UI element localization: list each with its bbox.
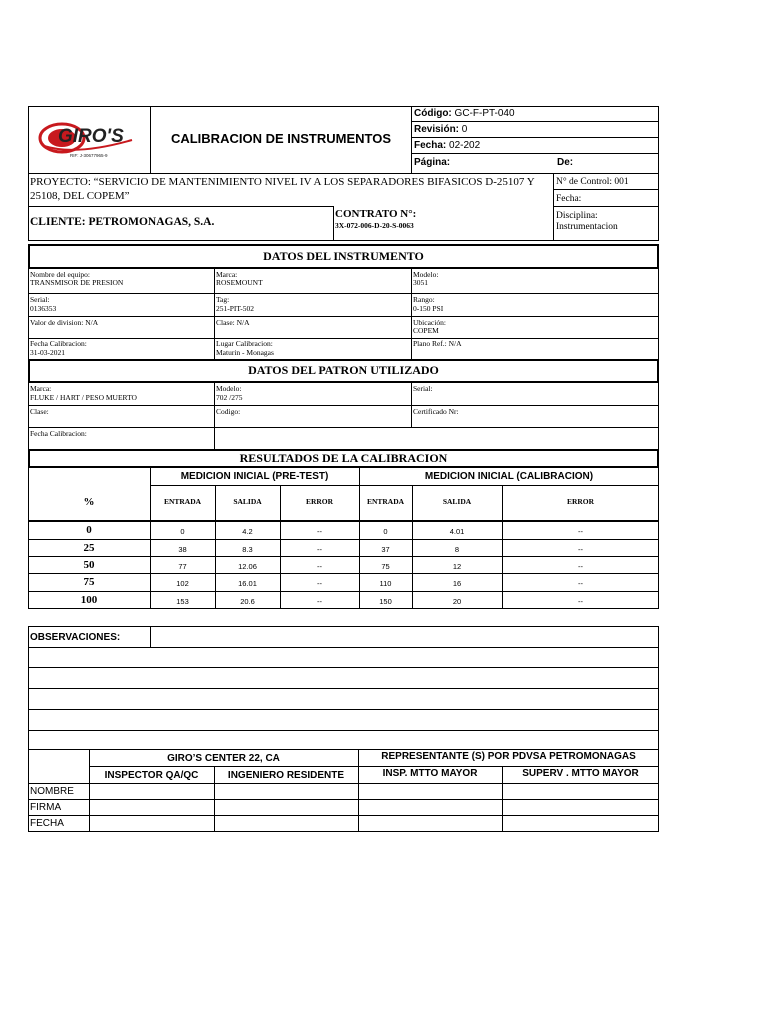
fecha-row-label: FECHA (30, 818, 64, 829)
marca-label: Marca: (216, 270, 238, 279)
error1-header: ERROR (305, 497, 334, 506)
division-label: Valor de division: N/A (30, 318, 99, 327)
logo-text: GIRO'S (58, 126, 124, 147)
codigo-field: Código: GC-F-PT-040 (414, 108, 515, 119)
contrato-value: 3X-072-006-D-20-S-0063 (335, 221, 414, 230)
rango-label: Rango: (413, 295, 435, 304)
row-2-error2: -- (578, 562, 583, 571)
pretest-title: MEDICION INICIAL (PRE-TEST) (180, 471, 329, 482)
firma-row-label: FIRMA (30, 802, 62, 813)
row-0-error1: -- (317, 527, 322, 536)
row-0-entrada1: 0 (180, 527, 185, 536)
nombre-label: Nombre del equipo: (30, 270, 90, 279)
disciplina-label: Disciplina: (556, 211, 598, 221)
fecha-field: Fecha: 02-202 (414, 140, 481, 151)
form-title: CALIBRACION DE INSTRUMENTOS (170, 131, 392, 146)
patron-fecha-label: Fecha Calibracion: (30, 429, 87, 438)
row-0-salida1: 4.2 (242, 527, 253, 536)
row-1-salida2: 8 (454, 545, 460, 554)
proyecto-fecha: Fecha: (556, 194, 582, 204)
observaciones-label: OBSERVACIONES: (30, 632, 121, 643)
patron-modelo-label: Modelo: (216, 384, 242, 393)
row-4-salida2: 20 (452, 597, 462, 606)
patron-certificado-label: Certificado Nr: (413, 407, 459, 416)
row-3-entrada1: 102 (176, 579, 189, 588)
row-3-error2: -- (578, 579, 583, 588)
calib-title: MEDICION INICIAL (CALIBRACION) (424, 471, 594, 482)
row-4-entrada1: 153 (176, 597, 189, 606)
row-1-error2: -- (578, 545, 583, 554)
row-2-salida1: 12.06 (238, 562, 257, 571)
revision-field: Revisión: 0 (414, 124, 468, 135)
row-2-error1: -- (317, 562, 322, 571)
de-field: De: (557, 157, 574, 168)
row-0-error2: -- (578, 527, 583, 536)
salida1-header: SALIDA (233, 497, 262, 506)
patron-title: DATOS DEL PATRON UTILIZADO (248, 363, 439, 377)
modelo-label: Modelo: (413, 270, 439, 279)
row-4-error1: -- (317, 597, 322, 606)
row-3-pct: 75 (83, 576, 95, 588)
insp-mtto-header: INSP. MTTO MAYOR (382, 768, 478, 779)
row-3-entrada2: 110 (379, 579, 392, 588)
row-2-pct: 50 (83, 559, 95, 571)
serial-value: 0136353 (30, 304, 57, 313)
pdvsa-title: REPRESENTANTE (S) POR PDVSA PETROMONAGAS (381, 751, 636, 762)
row-2-salida2: 12 (452, 562, 462, 571)
rango-value: 0-150 PSI (413, 304, 444, 313)
row-0-entrada2: 0 (383, 527, 388, 536)
giros-title: GIRO’S CENTER 22, CA (167, 753, 280, 764)
inspector-header: INSPECTOR QA/QC (104, 770, 199, 781)
patron-modelo-value: 702 /275 (216, 393, 243, 402)
entrada1-header: ENTRADA (163, 497, 202, 506)
pct-header: % (83, 496, 95, 508)
row-1-salida1: 8.3 (242, 545, 253, 554)
fecha-cal-label: Fecha Calibracion: (30, 339, 87, 348)
tag-value: 251-PIT-502 (216, 304, 255, 313)
tag-label: Tag: (216, 295, 230, 304)
row-1-entrada1: 38 (178, 545, 187, 554)
proyecto-line1: PROYECTO: “SERVICIO DE MANTENIMIENTO NIVEL IV A LOS SEPARADORES BIFASICOS D-25107 Y (30, 176, 535, 188)
proyecto-line2: 25108, DEL COPEM” (30, 190, 130, 202)
row-2-entrada1: 77 (178, 562, 187, 571)
row-1-pct: 25 (83, 542, 95, 554)
nombre-row-label: NOMBRE (30, 786, 74, 797)
row-3-salida2: 16 (452, 579, 462, 588)
lugar-value: Maturin - Monagas (216, 348, 274, 357)
patron-marca-label: Marca: (30, 384, 52, 393)
disciplina-value: Instrumentacion (556, 222, 618, 232)
patron-clase-label: Clase: (30, 407, 49, 416)
observaciones-input[interactable] (151, 627, 658, 646)
row-4-entrada2: 150 (379, 597, 392, 606)
row-4-salida1: 20.6 (240, 597, 255, 606)
row-1-entrada2: 37 (381, 545, 390, 554)
instrumento-title: DATOS DEL INSTRUMENTO (263, 249, 424, 263)
resultados-title: RESULTADOS DE LA CALIBRACION (239, 451, 448, 465)
salida2-header: SALIDA (442, 497, 472, 506)
row-0-pct: 0 (86, 524, 92, 536)
marca-value: ROSEMOUNT (216, 278, 263, 287)
nombre-value: TRANSMISOR DE PRESION (30, 278, 124, 287)
ubicacion-label: Ubicación: (413, 318, 446, 327)
row-1-error1: -- (317, 545, 322, 554)
ingeniero-header: INGENIERO RESIDENTE (227, 770, 345, 781)
pagina-field: Página: (414, 157, 451, 168)
clase-label: Clase: N/A (216, 318, 250, 327)
row-4-error2: -- (578, 597, 583, 606)
patron-serial-label: Serial: (413, 384, 433, 393)
row-4-pct: 100 (80, 594, 98, 606)
contrato-label: CONTRATO N°: (335, 208, 417, 220)
lugar-label: Lugar Calibracion: (216, 339, 273, 348)
cliente: CLIENTE: PETROMONAGAS, S.A. (30, 216, 215, 228)
patron-marca-value: FLUKE / HART / PESO MUERTO (30, 393, 137, 402)
row-0-salida2: 4.01 (449, 527, 465, 536)
control-number: N° de Control: 001 (556, 177, 629, 187)
logo-subtext: RIF: J-30677965-9 (70, 153, 108, 158)
error2-header: ERROR (566, 497, 595, 506)
row-2-entrada2: 75 (381, 562, 390, 571)
serial-label: Serial: (30, 295, 50, 304)
row-3-salida1: 16.01 (238, 579, 257, 588)
patron-codigo-label: Codigo: (216, 407, 241, 416)
modelo-value: 3051 (413, 278, 428, 287)
entrada2-header: ENTRADA (366, 497, 405, 506)
row-3-error1: -- (317, 579, 322, 588)
plano-label: Plano Ref.: N/A (413, 339, 462, 348)
ubicacion-value: COPEM (413, 326, 439, 335)
superv-mtto-header: SUPERV . MTTO MAYOR (522, 768, 639, 779)
fecha-cal-value: 31-03-2021 (30, 348, 65, 357)
